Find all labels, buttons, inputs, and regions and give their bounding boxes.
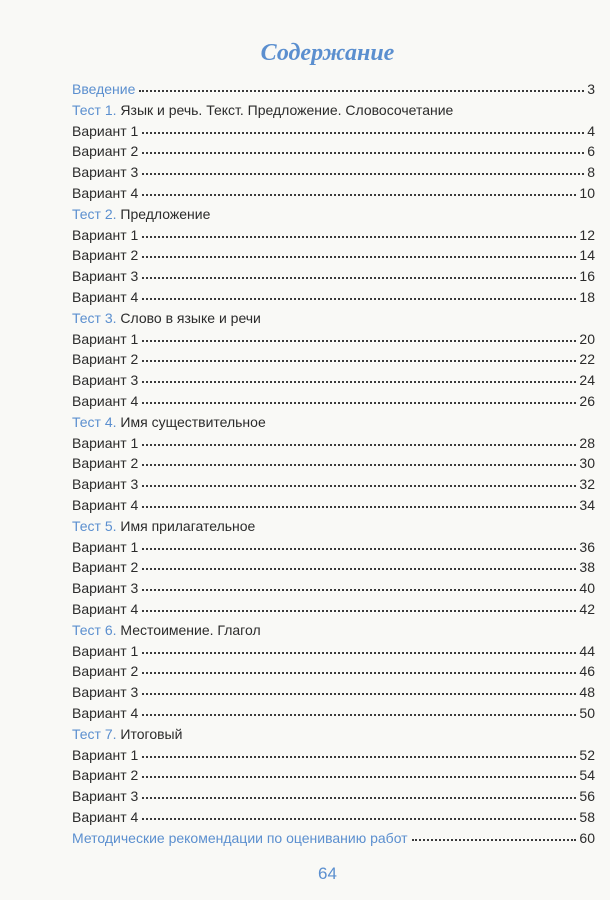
toc-entry[interactable]: [72, 329, 595, 350]
toc-entry-page: 24: [579, 372, 595, 389]
toc-entry[interactable]: [72, 141, 595, 162]
toc-entry-page: 18: [579, 288, 595, 305]
toc-entry-label: Вариант 3: [72, 372, 139, 389]
toc-entry[interactable]: [72, 121, 595, 142]
toc-section-heading[interactable]: [72, 100, 595, 121]
toc-section-title: Слово в языке и речи: [120, 309, 261, 326]
toc-entry-page: 44: [579, 642, 595, 659]
toc-entry-label: Вариант 3: [72, 580, 139, 597]
toc-entry-label: Методические рекомендации по оцениванию работ: [72, 829, 408, 846]
dot-leader: [142, 276, 576, 279]
toc-entry-label: Вариант 4: [72, 600, 139, 617]
dot-leader: [142, 609, 576, 612]
toc-entry-label: Вариант 1: [72, 122, 139, 139]
dot-leader: [142, 193, 576, 196]
page-number: 64: [318, 864, 337, 883]
toc-entry[interactable]: [72, 807, 595, 828]
dot-leader: [142, 671, 576, 674]
toc-entry-label: Вариант 3: [72, 788, 139, 805]
dot-leader: [139, 89, 584, 92]
toc-entry-label: Вариант 1: [72, 226, 139, 243]
toc-entry-label: Вариант 2: [72, 767, 139, 784]
toc-section-title: Имя существительное: [120, 413, 266, 430]
toc-section-number: Тест 1.: [72, 101, 117, 118]
toc-entry-page: 4: [587, 122, 595, 139]
toc-entry-page: 46: [579, 663, 595, 680]
toc-entry-label: Вариант 4: [72, 808, 139, 825]
toc-entry[interactable]: [72, 287, 595, 308]
toc-entry[interactable]: [72, 453, 595, 474]
toc-entry-page: 32: [579, 476, 595, 493]
toc-entry[interactable]: [72, 474, 595, 495]
toc-section-heading[interactable]: [72, 412, 595, 433]
toc-entry[interactable]: [72, 745, 595, 766]
dot-leader: [412, 838, 577, 841]
toc-entry-label: Вариант 4: [72, 496, 139, 513]
toc-entry-page: 30: [579, 455, 595, 472]
toc-entry-page: 48: [579, 684, 595, 701]
dot-leader: [142, 567, 576, 570]
toc-section-number: Тест 2.: [72, 205, 117, 222]
toc-entry-label: Вариант 2: [72, 663, 139, 680]
toc-entry-page: 14: [579, 247, 595, 264]
toc-entry-page: 58: [579, 808, 595, 825]
toc-entry[interactable]: [72, 349, 595, 370]
toc-section-title: Предложение: [120, 205, 211, 222]
toc-entry-label: Вариант 4: [72, 704, 139, 721]
toc-entry-label: Вариант 2: [72, 143, 139, 160]
toc-section-number: Тест 7.: [72, 725, 117, 742]
toc-section-title: Язык и речь. Текст. Предложение. Словосочетание: [120, 101, 454, 118]
toc-entry[interactable]: [72, 183, 595, 204]
dot-leader: [142, 755, 576, 758]
toc-entry-page: 6: [587, 143, 595, 160]
dot-leader: [142, 692, 576, 695]
toc-entry[interactable]: [72, 245, 595, 266]
toc-entry[interactable]: [72, 661, 595, 682]
toc-section-number: Тест 6.: [72, 621, 117, 638]
toc-entry[interactable]: [72, 703, 595, 724]
toc-entry-label: Вариант 1: [72, 538, 139, 555]
toc-entry-label: Вариант 1: [72, 642, 139, 659]
toc-entry-label: Вариант 2: [72, 455, 139, 472]
toc-entry-page: 16: [579, 268, 595, 285]
toc-entry-label: Вариант 1: [72, 434, 139, 451]
toc-entry-page: 8: [587, 164, 595, 181]
toc-entry[interactable]: [72, 641, 595, 662]
toc-section-number: Тест 4.: [72, 413, 117, 430]
toc-entry-page: 52: [579, 746, 595, 763]
toc-entry-label: Введение: [72, 81, 136, 97]
toc-entry-page: 28: [579, 434, 595, 451]
toc-entry[interactable]: [72, 495, 595, 516]
toc-entry[interactable]: [72, 557, 595, 578]
dot-leader: [142, 588, 576, 591]
page-title: Содержание: [260, 40, 395, 66]
toc-entry-page: 36: [579, 538, 595, 555]
toc-entry[interactable]: [72, 786, 595, 807]
toc-entry-label: Вариант 1: [72, 330, 139, 347]
toc-entry-page: 60: [579, 829, 595, 846]
toc-entry-label: Вариант 3: [72, 164, 139, 181]
toc-entry[interactable]: [72, 682, 595, 703]
toc-entry-standalone[interactable]: [72, 828, 595, 849]
dot-leader: [142, 339, 576, 342]
toc-entry-page: 12: [579, 226, 595, 243]
toc-entry-page: 26: [579, 392, 595, 409]
dot-leader: [142, 151, 584, 154]
dot-leader: [142, 443, 576, 446]
dot-leader: [142, 463, 576, 466]
toc-entry[interactable]: [72, 391, 595, 412]
toc-entry-label: Вариант 3: [72, 684, 139, 701]
dot-leader: [142, 297, 576, 300]
dot-leader: [142, 651, 576, 654]
toc-entry-page: 20: [579, 330, 595, 347]
dot-leader: [142, 505, 576, 508]
dot-leader: [142, 255, 576, 258]
dot-leader: [142, 401, 576, 404]
toc-entry[interactable]: [72, 370, 595, 391]
toc-entry-label: Вариант 2: [72, 559, 139, 576]
dot-leader: [142, 131, 584, 134]
toc-entry-label: Вариант 4: [72, 392, 139, 409]
toc-entry-standalone[interactable]: [72, 79, 595, 100]
toc-entry-page: 40: [579, 580, 595, 597]
toc-section-heading[interactable]: [72, 204, 595, 225]
toc-entry-page: 38: [579, 559, 595, 576]
toc-entry[interactable]: [72, 433, 595, 454]
toc-section-number: Тест 5.: [72, 517, 117, 534]
toc-entry-label: Вариант 2: [72, 351, 139, 368]
dot-leader: [142, 713, 576, 716]
toc-entry[interactable]: [72, 162, 595, 183]
dot-leader: [142, 359, 576, 362]
toc-entry[interactable]: [72, 225, 595, 246]
toc-section-heading[interactable]: [72, 724, 595, 745]
toc-section-heading[interactable]: [72, 516, 595, 537]
toc-entry-page: 3: [587, 81, 595, 97]
toc-entry-page: 42: [579, 600, 595, 617]
toc-entry[interactable]: [72, 765, 595, 786]
toc-entry-page: 34: [579, 496, 595, 513]
toc-entry-page: 50: [579, 704, 595, 721]
toc-entry[interactable]: [72, 578, 595, 599]
dot-leader: [142, 796, 576, 799]
toc-entry-label: Вариант 2: [72, 247, 139, 264]
toc-entry-page: 22: [579, 351, 595, 368]
dot-leader: [142, 547, 576, 550]
toc-section-number: Тест 3.: [72, 309, 117, 326]
toc-entry-label: Вариант 4: [72, 288, 139, 305]
dot-leader: [142, 817, 576, 820]
table-of-contents: [72, 79, 595, 848]
toc-entry-label: Вариант 3: [72, 476, 139, 493]
toc-entry[interactable]: [72, 537, 595, 558]
dot-leader: [142, 484, 576, 487]
toc-section-title: Итоговый: [120, 725, 183, 742]
dot-leader: [142, 380, 576, 383]
toc-entry[interactable]: [72, 599, 595, 620]
toc-entry-label: Вариант 1: [72, 746, 139, 763]
dot-leader: [142, 235, 576, 238]
toc-section-heading[interactable]: [72, 620, 595, 641]
toc-entry-label: Вариант 4: [72, 184, 139, 201]
dot-leader: [142, 172, 584, 175]
toc-entry-page: 56: [579, 788, 595, 805]
toc-entry-page: 10: [579, 184, 595, 201]
toc-section-title: Имя прилагательное: [120, 517, 256, 534]
dot-leader: [142, 775, 576, 778]
toc-entry-label: Вариант 3: [72, 268, 139, 285]
toc-entry-page: 54: [579, 767, 595, 784]
toc-entry[interactable]: [72, 266, 595, 287]
toc-section-title: Местоимение. Глагол: [120, 621, 261, 638]
toc-section-heading[interactable]: [72, 308, 595, 329]
